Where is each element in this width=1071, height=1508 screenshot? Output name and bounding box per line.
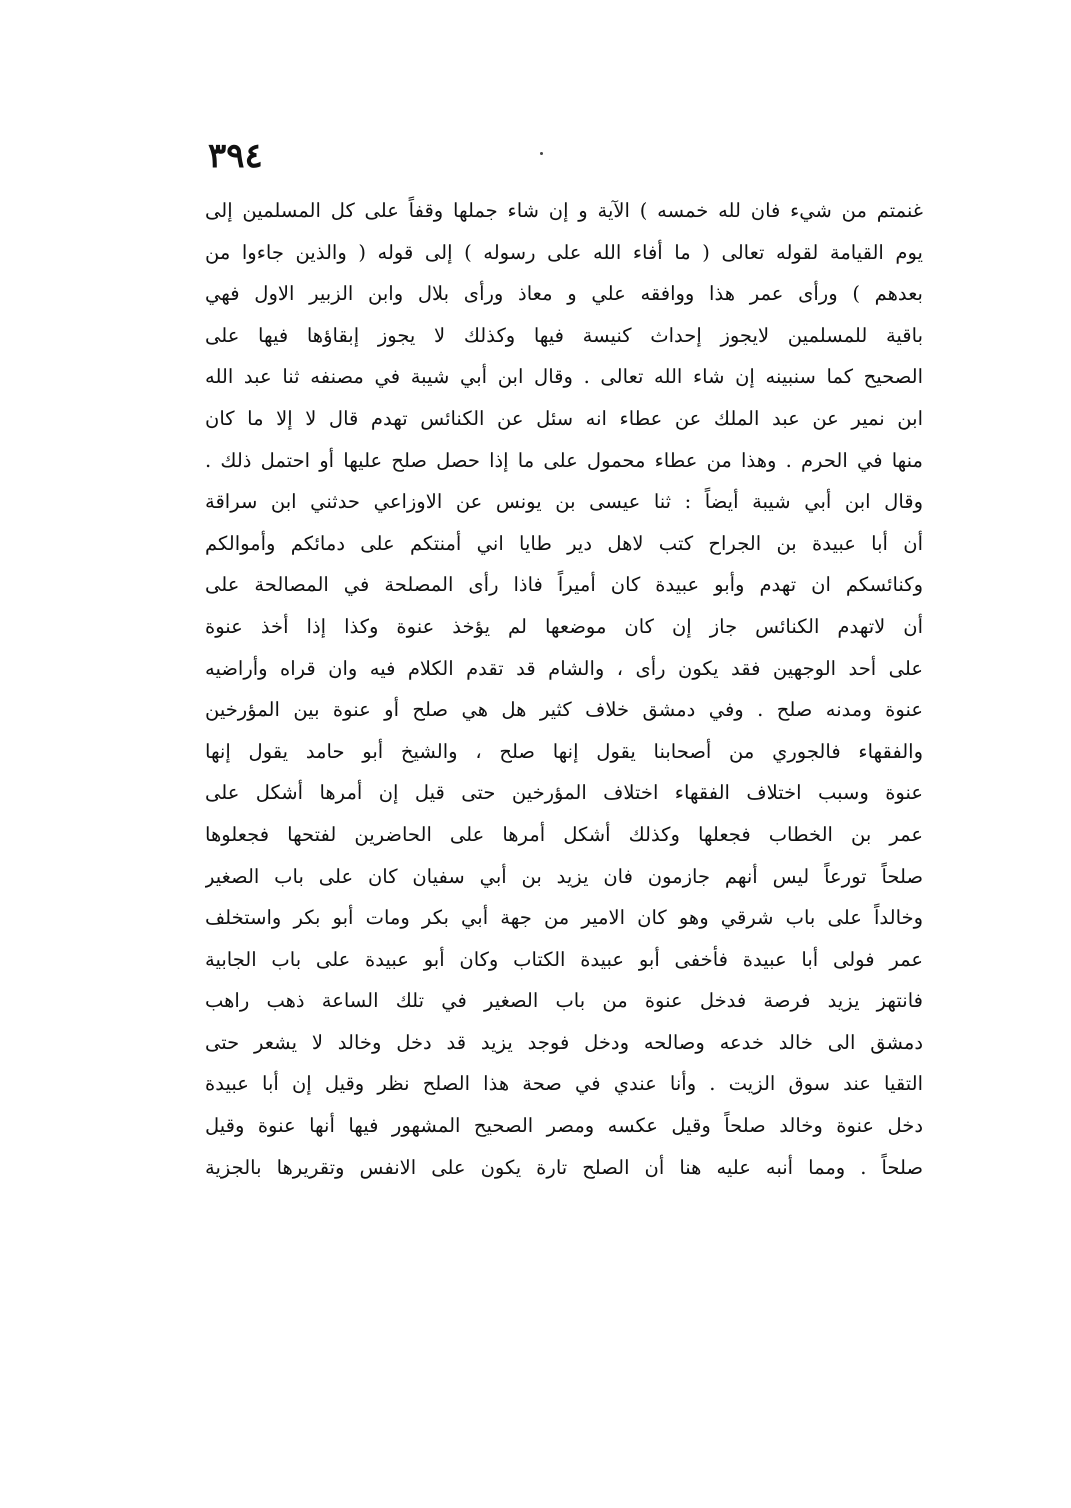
text-line: صلحاً تورعاً ليس أنهم جازمون فان يزيد بن أبي سفيان كان على باب الصغير (205, 864, 923, 888)
text-line: بعدهم ) ورأى عمر هذا ووافقه علي و معاذ ورأى بلال وابن الزبير الاول فهي (205, 282, 923, 306)
text-line: فانتهز يزيد فرصة فدخل عنوة من باب الصغير في تلك الساعة ذهب راهب (205, 989, 923, 1013)
text-line: الصحيح كما سنبينه إن شاء الله تعالى . وقال ابن أبي شيبة في مصنفه ثنا عبد الله (205, 365, 923, 389)
body-text (205, 190, 923, 1188)
text-line: يوم القيامة لقوله تعالى ( ما أفاء الله على رسوله ) إلى قوله ( والذين جاءوا من (205, 240, 923, 264)
text-line: ابن نمير عن عبد الملك عن عطاء انه سئل عن الكنائس تهدم قال لا إلا ما كان (205, 406, 923, 430)
text-line: غنمتم من شيء فان لله خمسه ) الآية و إن شاء جملها وقفاً على كل المسلمين إلى (205, 199, 923, 222)
text-line: عمر فولى أبا عبيدة فأخفى أبو عبيدة الكتاب وكان أبو عبيدة على باب الجابية (205, 947, 923, 971)
text-line: أن أبا عبيدة بن الجراح كتب لاهل دير طايا اني أمنتكم على دمائكم وأموالكم (205, 531, 923, 555)
text-line: صلحاً . ومما أنبه عليه هنا أن الصلح تارة يكون على الانفس وتقريرها بالجزية (205, 1155, 923, 1179)
text-line: أن لاتهدم الكنائس جاز إن كان موضعها لم يؤخذ عنوة وكذا إذا أخذ عنوة (205, 614, 923, 638)
scan-speck (540, 152, 543, 155)
text-line: وكنائسكم ان تهدم وأبو عبيدة كان أميراً فاذا رأى المصلحة في المصالحة على (205, 573, 923, 597)
page-number: ٣٩٤ (208, 136, 263, 176)
text-line: وخالداً على باب شرقي وهو كان الامير من جهة أبي بكر ومات أبو بكر واستخلف (205, 906, 923, 930)
text-line: عمر بن الخطاب فجعلها وكذلك أشكل أمرها على الحاضرين لفتحها فجعلوها (205, 822, 923, 846)
text-line: منها في الحرم . وهذا من عطاء محمول على ما إذا حصل صلح عليها أو احتمل ذلك . (205, 448, 923, 472)
text-line: باقية للمسلمين لايجوز إحداث كنيسة فيها وكذلك لا يجوز إبقاؤها فيها على (205, 323, 923, 347)
text-line: عنوة وسبب اختلاف الفقهاء اختلاف المؤرخين حتى قيل إن أمرها أشكل على (205, 781, 923, 805)
text-line: عنوة ومدنه صلح . وفي دمشق خلاف كثير هل هي صلح أو عنوة بين المؤرخين (205, 698, 923, 722)
text-line: والفقهاء فالجوري من أصحابنا يقول إنها صلح ، والشيخ أبو حامد يقول إنها (205, 739, 923, 763)
text-line: دمشق الى خالد خدعه وصالحه ودخل فوجد يزيد قد دخل وخالد لا يشعر حتى (205, 1030, 923, 1054)
text-line: على أحد الوجهين فقد يكون رأى ، والشام قد تقدم الكلام فيه وان قراه وأراضيه (205, 656, 923, 680)
text-line: دخل عنوة وخالد صلحاً وقيل عكسه ومصر الصحيح المشهور فيها أنها عنوة وقيل (205, 1114, 923, 1138)
text-line: التقيا عند سوق الزيت . وأنا عندي في صحة هذا الصلح نظر وقيل إن أبا عبيدة (205, 1072, 923, 1096)
text-line: وقال ابن أبي شيبة أيضاً : ثنا عيسى بن يونس عن الاوزاعي حدثني ابن سراقة (205, 490, 923, 514)
